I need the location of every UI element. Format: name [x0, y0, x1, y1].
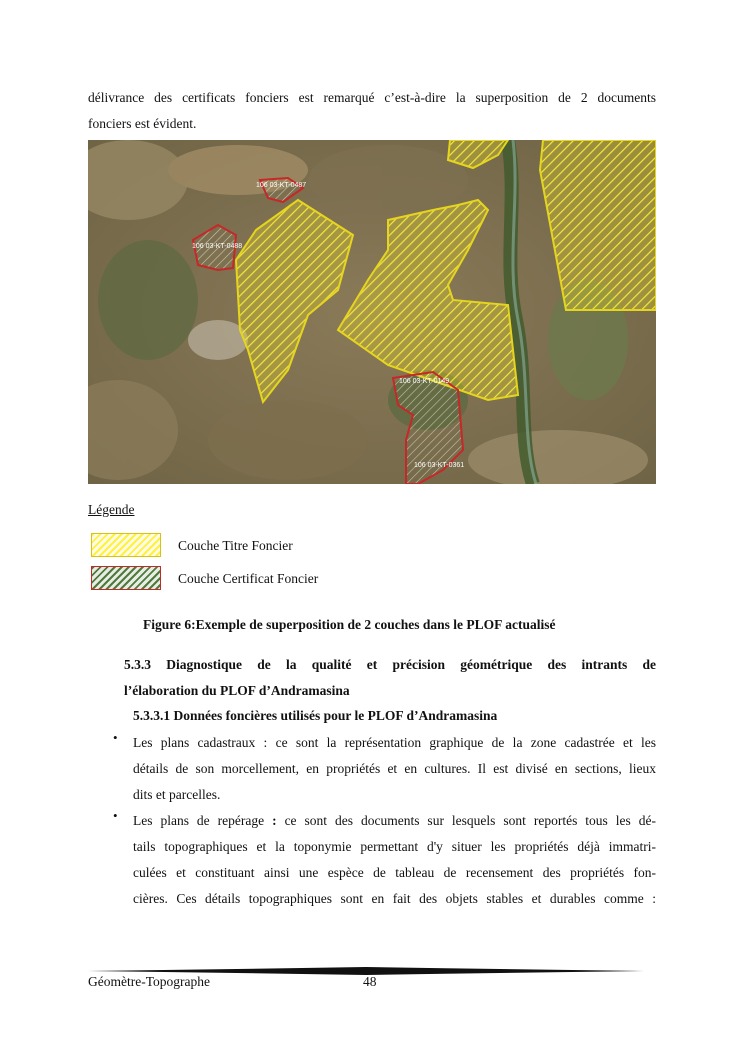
parcel-label-0487: 106 03-KT-0487: [256, 182, 307, 189]
bullet-2-line-2: tails topographiques et la toponymie permettant d'y situer les propriétés déjà immatri-: [133, 839, 656, 854]
legend-title: Légende: [88, 502, 135, 517]
footer-left: Géomètre-Topographe: [88, 974, 211, 989]
section-heading: 5.3.3 Diagnostique de la qualité et précision géométrique des intrants de: [124, 657, 656, 672]
bullet-1-line-3: dits et parcelles.: [133, 787, 221, 802]
bullet-2-rest: ce sont des documents sur lesquels sont reportés tous les dé-: [276, 813, 656, 828]
legend-swatch-titre: [91, 533, 161, 557]
map-canvas: [88, 140, 656, 484]
parcel-label-0361: 106 03-KT-0361: [414, 462, 465, 469]
bullet-dot: •: [113, 808, 118, 823]
legend-label-titre: Couche Titre Foncier: [178, 538, 293, 553]
subsection-heading: 5.3.3.1 Données foncières utilisés pour le PLOF d’Andramasina: [133, 708, 498, 723]
bullet-2-line-1: [133, 808, 656, 834]
bullet-2-line-4: cières. Ces détails topographiques sont en fait des objets stables et durables comme :: [133, 891, 656, 906]
bullet-list: [113, 730, 656, 912]
bullet-dot: •: [113, 730, 118, 745]
bullet-1-line-1: Les plans cadastraux : ce sont la représentation graphique de la zone cadastrée et les: [133, 735, 656, 750]
bullet-2-colon: :: [272, 813, 277, 828]
bullet-1-line-2: détails de son morcellement, en propriétés et en cultures. Il est divisé en sections, lieux: [133, 761, 656, 776]
bullet-item: [113, 730, 656, 808]
legend-label-certificat: Couche Certificat Foncier: [178, 571, 319, 586]
parcel-label-0488: 106 03-KT-0488: [192, 243, 243, 250]
intro-line-2: fonciers est évident.: [88, 116, 197, 131]
section-heading-line2: l’élaboration du PLOF d’Andramasina: [124, 683, 350, 698]
bullet-2-prefix: Les plans de repérage: [133, 813, 273, 828]
legend-swatch-certificat: [91, 566, 161, 590]
intro-line-1: délivrance des certificats fonciers est remarqué c’est-à-dire la superposition de 2 documents: [88, 90, 656, 105]
parcel-label-0149: 106 03-KT-0149: [399, 378, 450, 385]
page-number: 48: [363, 974, 377, 989]
bullet-item: [113, 808, 656, 912]
footer-divider: [88, 963, 644, 973]
figure-caption: Figure 6:Exemple de superposition de 2 couches dans le PLOF actualisé: [143, 617, 556, 632]
satellite-map: [88, 140, 656, 484]
bullet-2-line-3: culées et constituant ainsi une espèce de tableau de recensement des propriétés fon-: [133, 865, 656, 880]
